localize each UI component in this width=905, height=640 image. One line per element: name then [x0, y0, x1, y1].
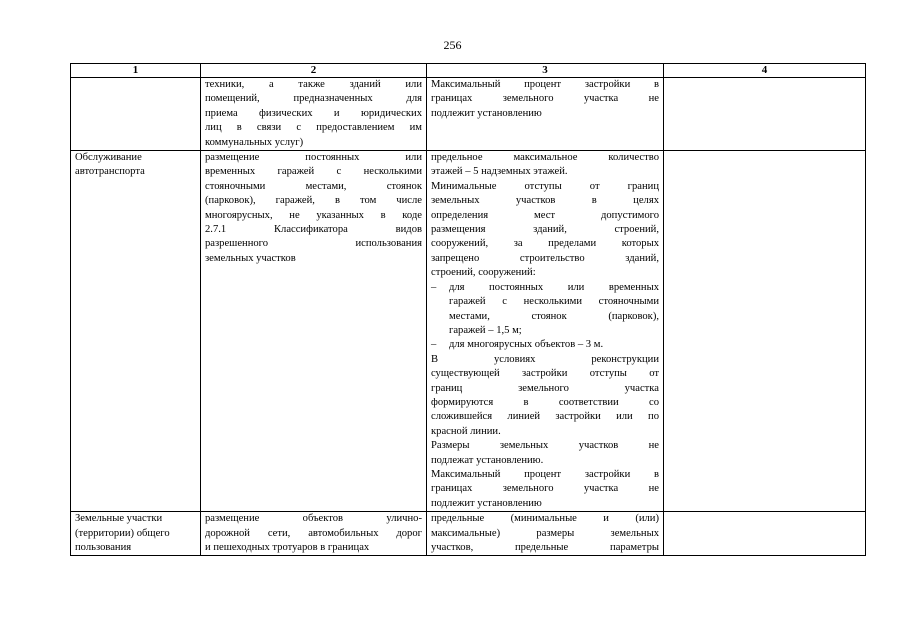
parameter-line: строений, сооружений:: [431, 267, 536, 279]
parameter-paragraph: [431, 512, 659, 555]
parameter-line: максимальные) размеры земельных: [431, 527, 659, 539]
parameter-line: предельные (минимальные и (или): [431, 513, 659, 525]
description-cell: [201, 151, 427, 512]
parameter-line: предельное максимальное количество: [431, 152, 659, 164]
description-line: техники, а также зданий или: [205, 79, 422, 90]
description-cell: [201, 512, 427, 556]
description-line: размещение объектов улично-: [205, 513, 422, 525]
parameters-cell: [427, 151, 664, 512]
parameter-line: границах земельного участка не: [431, 93, 659, 105]
description-line: помещений, предназначенных для: [205, 93, 422, 105]
notes-cell: [664, 78, 866, 151]
parameter-line: земельных участков в целях: [431, 195, 659, 207]
notes-cell: [664, 151, 866, 512]
table-row: [71, 512, 866, 556]
parameter-line: размещения зданий, строений,: [431, 224, 659, 236]
description-line: приема физических и юридических: [205, 107, 422, 119]
parameter-line: подлежит установлению: [431, 497, 542, 509]
header-row: [71, 64, 866, 78]
dash-list-item: [431, 281, 659, 339]
parameter-paragraph: [431, 353, 659, 439]
land-use-type-cell: [71, 512, 201, 556]
parameter-line: определения мест допустимого: [431, 209, 659, 221]
parameter-line: участков, предельные параметры: [431, 542, 659, 553]
land-use-type-line: (территории) общего: [75, 527, 170, 539]
land-use-table: [70, 63, 866, 556]
land-use-type-cell: [71, 78, 201, 151]
description-line: разрешенного использования: [205, 238, 422, 250]
dash-item-line: гаражей – 1,5 м;: [449, 324, 522, 336]
parameter-paragraph: [431, 180, 659, 281]
table-row: [71, 78, 866, 151]
parameter-paragraph: [431, 151, 659, 180]
parameter-line: этажей – 5 надземных этажей.: [431, 166, 568, 178]
dash-item-line: местами, стоянок (парковок),: [449, 310, 659, 322]
parameters-cell: [427, 78, 664, 151]
column-number-2: 2: [201, 64, 427, 78]
description-line: коммунальных услуг): [205, 136, 304, 148]
page-number: 256: [443, 38, 462, 52]
land-use-type-line: Обслуживание: [75, 152, 142, 164]
column-number-3: 3: [427, 64, 664, 78]
parameter-line: существующей застройки отступы от: [431, 368, 659, 380]
description-line: дорожной сети, автомобильных дорог: [205, 527, 422, 539]
description-line: (парковок), гаражей, в том числе: [205, 195, 422, 207]
land-use-type-cell: [71, 151, 201, 512]
description-line: и пешеходных тротуаров в границах: [205, 542, 370, 553]
description-line: стояночными местами, стоянок: [205, 180, 422, 192]
parameter-paragraph: [431, 78, 659, 121]
parameter-line: формируются в соответствии со: [431, 396, 659, 408]
parameter-line: границах земельного участка не: [431, 483, 659, 495]
parameter-line: Максимальный процент застройки в: [431, 468, 659, 480]
description-cell: [201, 78, 427, 151]
dash-marker: –: [431, 281, 437, 293]
parameter-line: сложившейся линией застройки или по: [431, 411, 659, 423]
parameter-line: подлежит установлению: [431, 107, 542, 119]
land-use-type-line: пользования: [75, 542, 132, 553]
parameter-line: подлежат установлению.: [431, 454, 544, 466]
description-line: размещение постоянных или: [205, 152, 422, 164]
dash-list-item: [431, 338, 659, 352]
land-use-type-line: автотранспорта: [75, 166, 145, 178]
description-line: лиц в связи с предоставлением им: [205, 122, 422, 134]
parameter-line: красной линии.: [431, 425, 501, 437]
dash-item-line: для многоярусных объектов – 3 м.: [449, 339, 604, 351]
table-row: [71, 151, 866, 512]
parameter-line: Минимальные отступы от границ: [431, 180, 659, 192]
dash-item-line: для постоянных или временных: [449, 281, 659, 293]
description-line: земельных участков: [205, 252, 296, 264]
parameter-line: запрещено строительство зданий,: [431, 252, 659, 264]
parameters-cell: [427, 512, 664, 556]
column-number-4: 4: [664, 64, 866, 78]
parameter-line: сооружений, за пределами которых: [431, 238, 659, 250]
parameter-line: В условиях реконструкции: [431, 353, 659, 365]
parameter-paragraph: [431, 439, 659, 468]
description-line: 2.7.1 Классификатора видов: [205, 224, 422, 236]
parameter-paragraph: [431, 468, 659, 511]
parameter-line: Максимальный процент застройки в: [431, 79, 659, 90]
notes-cell: [664, 512, 866, 556]
parameter-line: Размеры земельных участков не: [431, 440, 659, 452]
description-line: многоярусных, не указанных в коде: [205, 209, 422, 221]
land-use-type-line: Земельные участки: [75, 513, 163, 525]
parameter-line: границ земельного участка: [431, 382, 659, 394]
description-line: временных гаражей с несколькими: [205, 166, 422, 178]
dash-item-line: гаражей с несколькими стояночными: [449, 296, 659, 308]
column-number-1: 1: [71, 64, 201, 78]
dash-marker: –: [431, 339, 437, 351]
